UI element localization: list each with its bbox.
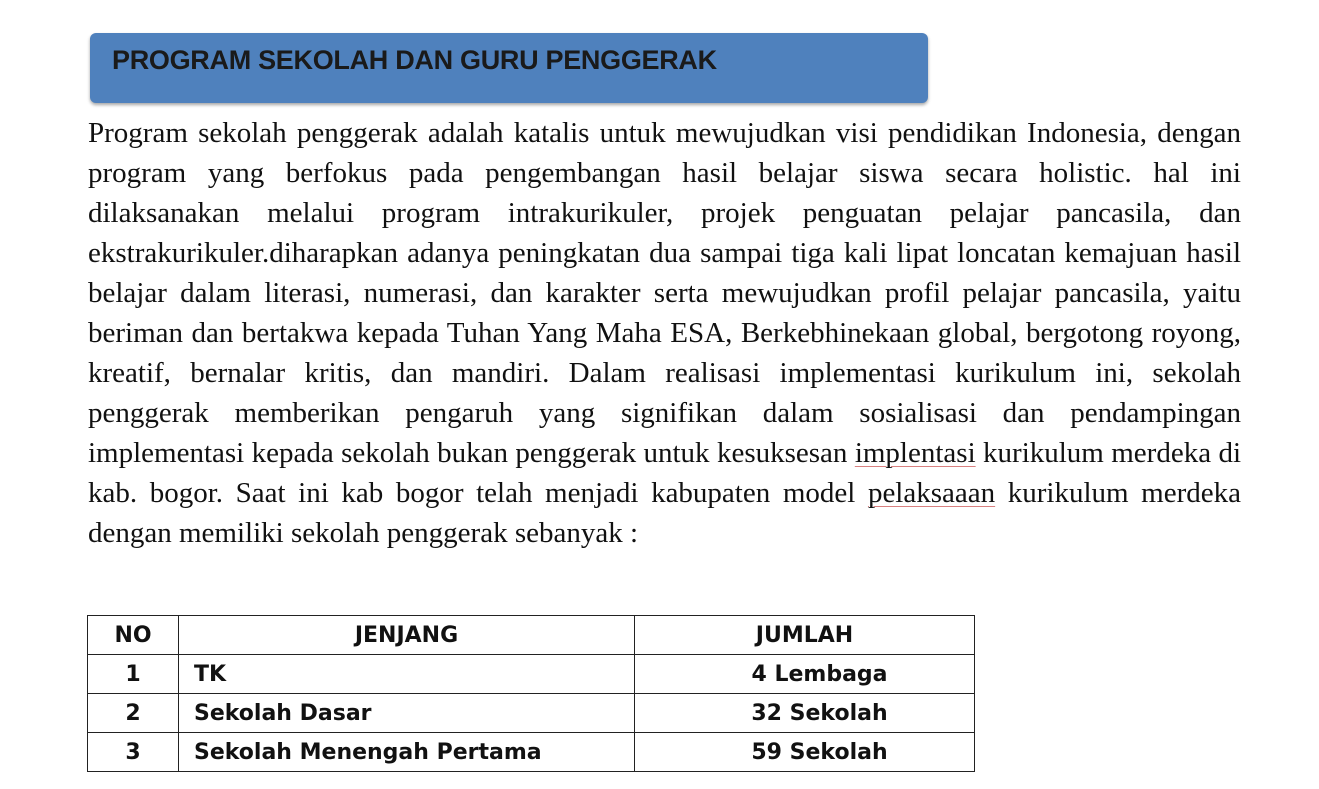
body-paragraph (88, 113, 1241, 553)
paragraph-text-part-1: Program sekolah penggerak adalah katalis untuk mewujudkan visi pendidikan Indonesia, dengan program yang berfokus pada pengembangan hasil belajar siswa secara holistic. hal ini dilaksanakan melalui program intrakurikuler, projek penguatan pelajar pancasila, dan ekstrakurikuler.diharapkan adanya peningkatan dua sampai tiga kali lipat loncatan kemajuan hasil belajar dalam literasi, numerasi, dan karakter serta mewujudkan profil pelajar pancasila, yaitu beriman dan bertakwa kepada Tuhan Yang Maha ESA, Berkebhinekaan global, bergotong royong, kreatif, bernalar kritis, dan mandiri. Dalam realisasi implementasi kurikulum ini, sekolah penggerak memberikan pengaruh yang signifikan dalam sosialisasi dan pendampingan implementasi kepada sekolah bukan penggerak untuk kesuksesan (88, 117, 1241, 469)
header-no: NO (88, 616, 179, 655)
cell-jumlah: 32 Sekolah (635, 694, 975, 733)
cell-no: 1 (88, 655, 179, 694)
school-count-table (87, 615, 975, 772)
paragraph-text-part-3: kurikulum merdeka dengan memiliki sekolah penggerak sebanyak : (88, 477, 1242, 549)
table-row (88, 694, 975, 733)
cell-jumlah: 59 Sekolah (635, 733, 975, 772)
table-row (88, 655, 975, 694)
misspelled-word-pelaksaaan[interactable]: pelaksaaan (867, 477, 996, 509)
cell-no: 3 (88, 733, 179, 772)
cell-jenjang: Sekolah Menengah Pertama (179, 733, 635, 772)
table-row (88, 733, 975, 772)
paragraph-text-part-2: kurikulum merdeka di kab. bogor. Saat ini kab bogor telah menjadi kabupaten model (88, 437, 1242, 509)
header-jenjang: JENJANG (179, 616, 635, 655)
cell-jenjang: TK (179, 655, 635, 694)
header-banner (90, 33, 928, 103)
cell-jenjang: Sekolah Dasar (179, 694, 635, 733)
cell-no: 2 (88, 694, 179, 733)
misspelled-word-implentasi[interactable]: implentasi (854, 437, 976, 469)
header-jumlah: JUMLAH (635, 616, 975, 655)
table-header-row (88, 616, 975, 655)
cell-jumlah: 4 Lembaga (635, 655, 975, 694)
page-title: PROGRAM SEKOLAH DAN GURU PENGGERAK (112, 45, 717, 75)
